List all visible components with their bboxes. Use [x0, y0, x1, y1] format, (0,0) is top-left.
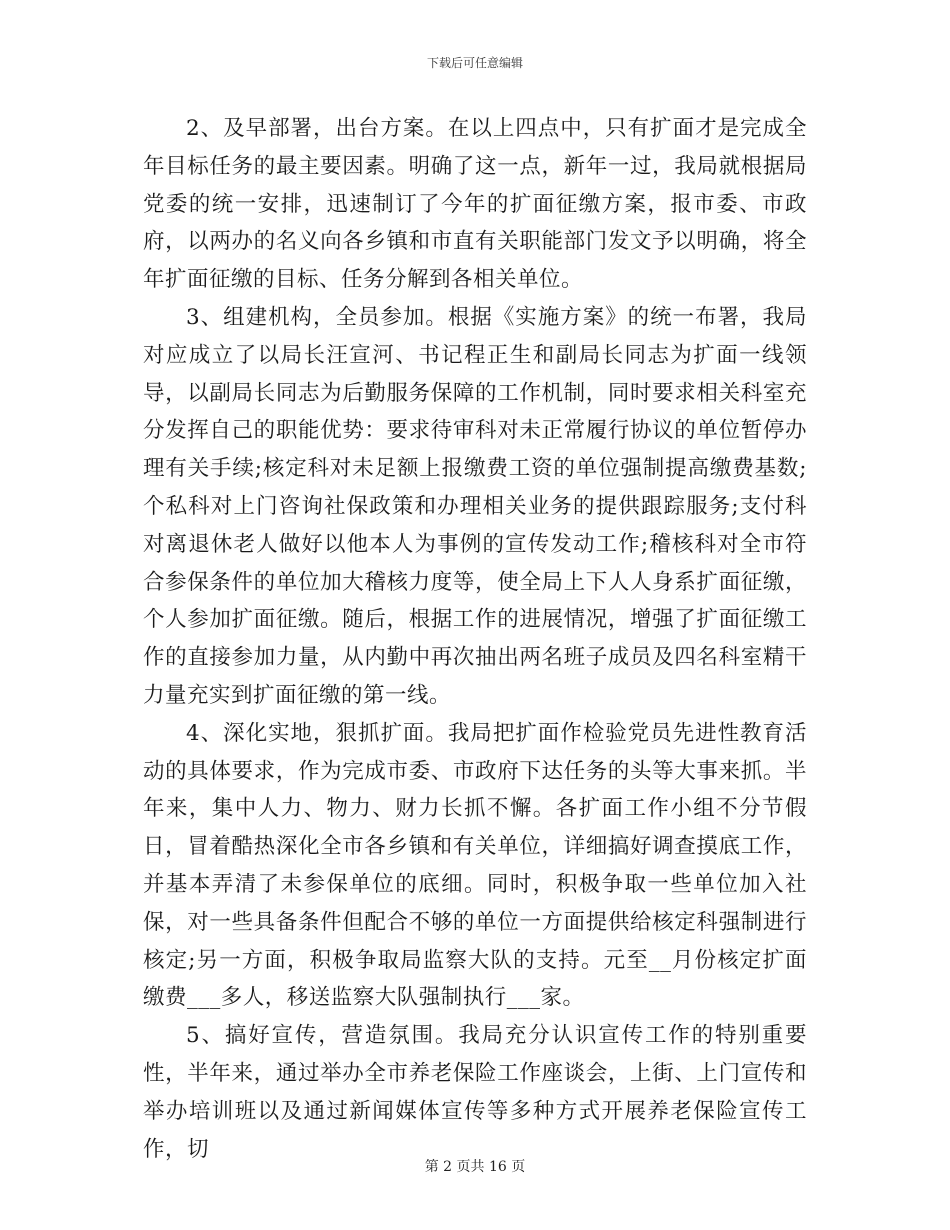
document-body: [143, 110, 807, 1168]
paragraph-5-publicity: 5、搞好宣传，营造氛围。我局充分认识宣传工作的特别重要性，半年来，通过举办全市养老保险工作座谈会，上街、上门宣传和举办培训班以及通过新闻媒体宣传等多种方式开展养老保险宣传工作，切: [143, 1023, 807, 1162]
page-header: 下载后可任意编辑: [426, 56, 523, 70]
paragraph-2-deployment: 2、及早部署，出台方案。在以上四点中，只有扩面才是完成全年目标任务的最主要因素。明确了这一点，新年一过，我局就根据局党委的统一安排，迅速制订了今年的扩面征缴方案，报市委、市政府，以两办的名义向各乡镇和市直有关职能部门发文予以明确，将全年扩面征缴的目标、任务分解到各相关单位。: [143, 116, 807, 293]
paragraph-4-expansion: 4、深化实地，狠抓扩面。我局把扩面作检验党员先进性教育活动的具体要求，作为完成市委、市政府下达任务的头等大事来抓。半年来，集中人力、物力、财力长抓不懈。各扩面工作小组不分节假日，冒着酷热深化全市各乡镇和有关单位，详细搞好调查摸底工作，并基本弄清了未参保单位的底细。同时，积极争取一些单位加入社保，对一些具备条件但配合不够的单位一方面提供给核定科强制进行核定;另一方面，积极争取局监察大队的支持。元至__月份核定扩面缴费___多人，移送监察大队强制执行___家。: [143, 720, 807, 1011]
paragraph-3-organization: 3、组建机构，全员参加。根据《实施方案》的统一布署，我局对应成立了以局长汪宣河、书记程正生和副局长同志为扩面一线领导，以副局长同志为后勤服务保障的工作机制，同时要求相关科室充分发挥自己的职能优势：要求待审科对未正常履行协议的单位暂停办理有关手续;核定科对未足额上报缴费工资的单位强制提高缴费基数;个私科对上门咨询社保政策和办理相关业务的提供跟踪服务;支付科对离退休老人做好以他本人为事例的宣传发动工作;稽核科对全市符合参保条件的单位加大稽核力度等，使全局上下人人身系扩面征缴，个人参加扩面征缴。随后，根据工作的进展情况，增强了扩面征缴工作的直接参加力量，从内勤中再次抽出两名班子成员及四名科室精干力量充实到扩面征缴的第一线。: [143, 304, 807, 708]
page-number-footer: 第 2 页共 16 页: [424, 1159, 526, 1175]
